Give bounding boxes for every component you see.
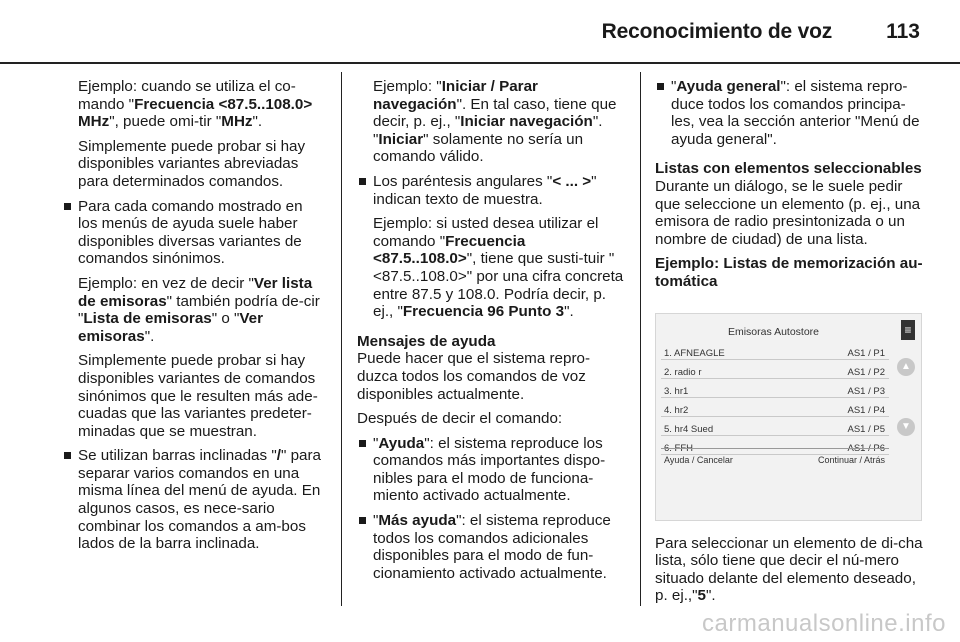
page-title: Reconocimiento de voz (601, 20, 832, 43)
page-number: 113 (886, 20, 920, 43)
section-heading: Mensajes de ayuda (357, 332, 496, 350)
scroll-up-icon: ▲ (897, 358, 915, 376)
bullet-square-icon (64, 203, 71, 210)
scroll-down-icon: ▼ (897, 418, 915, 436)
paragraph: Después de decir el comando: (357, 410, 563, 428)
example-heading: Ejemplo: Listas de memorización au-tomática (655, 255, 923, 290)
column-1 (62, 78, 324, 560)
list-item: 2. radio r AS1 / P2 (661, 360, 889, 379)
list-item: 6. FFH AS1 / P6 (661, 436, 889, 455)
section-heading: Listas con elementos seleccionables (655, 160, 922, 178)
column-divider (640, 72, 641, 606)
list-item: 4. hr2 AS1 / P4 (661, 398, 889, 417)
help-cancel-label: Ayuda / Cancelar (664, 454, 733, 465)
watermark: carmanualsonline.info (702, 610, 946, 637)
paragraph: Simplemente puede probar si hay disponibles variantes de comandos sinónimos que le resulten más ade-cuadas que las variantes predeter-minadas que se muestran. (78, 352, 318, 440)
voice-icon: ≡ (901, 320, 915, 340)
paragraph: Ejemplo: en vez de decir "Ver lista de emisoras" también podría de-cir "Lista de emisoras" o "Ver emisoras". (78, 274, 320, 345)
continue-back-label: Continuar / Atrás (817, 454, 885, 465)
bullet-square-icon (64, 452, 71, 459)
paragraph: Puede hacer que el sistema repro-duzca todos los comandos de voz disponibles actualmente. (357, 350, 591, 403)
bullet-square-icon (359, 517, 366, 524)
bullet-item: Se utilizan barras inclinadas "/" para separar varios comandos en una misma línea del menú de ayuda. En algunos casos, es nece-sario combinar los comandos a am-bos lados de la barra inclinada. (62, 447, 324, 553)
station-list (661, 341, 889, 455)
bullet-item: Para cada comando mostrado en los menús de ayuda suele haber disponibles diversas variantes de comandos sinónimos. (62, 198, 324, 268)
bullet-item: "Más ayuda": el sistema reproduce todos los comandos adicionales disponibles para el modo de fun-cionamiento activado actualmente. (357, 512, 625, 582)
paragraph: Ejemplo: cuando se utiliza el co-mando "Frecuencia <87.5..108.0> MHz", puede omi-tir "MHz". (78, 78, 313, 131)
bullet-square-icon (359, 178, 366, 185)
paragraph: Para seleccionar un elemento de di-cha lista, sólo tiene que decir el nú-mero situado delante del elemento deseado, p. ej.,"5". (655, 534, 923, 605)
column-divider (341, 72, 342, 606)
bullet-square-icon (657, 83, 664, 90)
column-3 (655, 78, 923, 612)
autostore-screen-image (655, 313, 922, 521)
list-item: 3. hr1 AS1 / P3 (661, 379, 889, 398)
bullet-item: "Ayuda": el sistema reproduce los comandos más importantes dispo-nibles para el modo de funciona-miento activado actualmente. (357, 435, 625, 505)
page-header (0, 0, 960, 60)
bullet-item: "Ayuda general": el sistema repro-duce todos los comandos principa-les, vea la sección anterior "Menú de ayuda general". (655, 78, 923, 148)
column-2 (357, 78, 625, 589)
paragraph: Ejemplo: si usted desea utilizar el comando "Frecuencia <87.5..108.0>", tiene que susti-tuir "<87.5..108.0>" por una cifra concreta entre 87.5 y 108.0. Podría decir, p. ej., "Frecuencia 96 Punto 3". (373, 215, 624, 321)
bullet-item: Los paréntesis angulares "< ... >" indican texto de muestra. (357, 173, 625, 208)
list-item: 5. hr4 Sued AS1 / P5 (661, 417, 889, 436)
screen-title: Emisoras Autostore (727, 325, 820, 338)
list-item: 1. AFNEAGLE AS1 / P1 (661, 341, 889, 360)
screen-softkeys (661, 448, 889, 465)
header-rule (0, 62, 960, 64)
paragraph: Ejemplo: "Iniciar / Parar navegación". En tal caso, tiene que decir, p. ej., "Iniciar navegación". "Iniciar" solamente no sería un comando válido. (373, 78, 617, 166)
paragraph: Durante un diálogo, se le suele pedir que seleccione un elemento (p. ej., una emisora de radio presintonizada o un nombre de ciudad) de una lista. (655, 177, 921, 248)
bullet-square-icon (359, 440, 366, 447)
paragraph: Simplemente puede probar si hay disponibles variantes abreviadas para determinados comandos. (78, 137, 306, 190)
